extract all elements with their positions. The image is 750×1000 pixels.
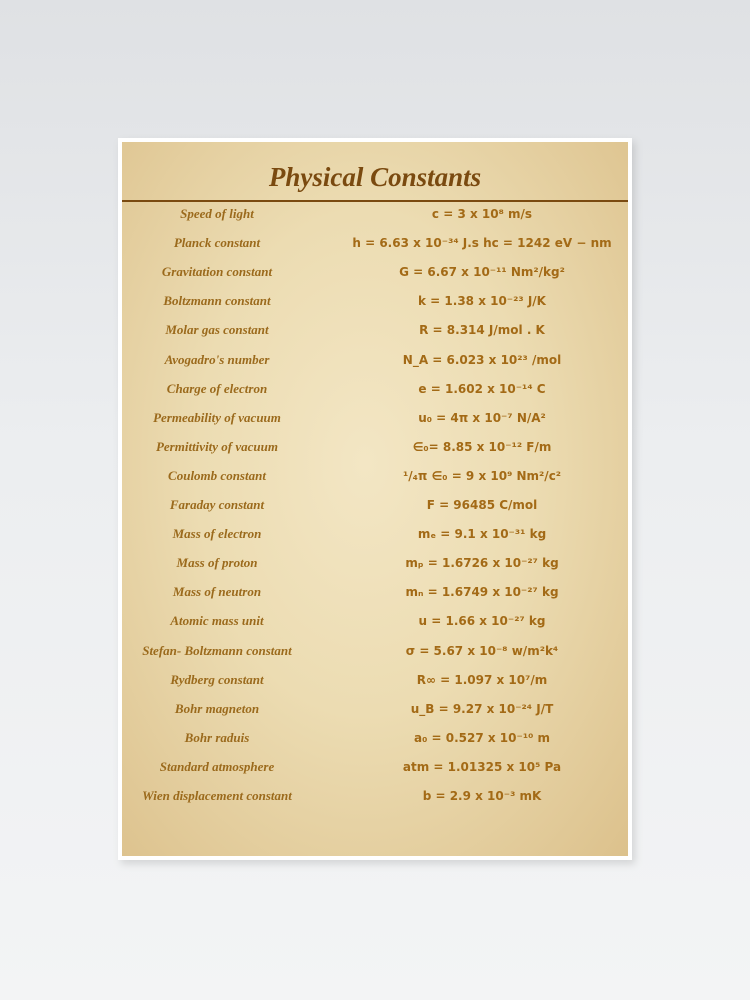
constant-value: mₑ = 9.1 x 10⁻³¹ kg [417, 527, 547, 542]
constant-value: e = 1.602 x 10⁻¹⁴ C [418, 381, 546, 396]
constant-name: Faraday constant [169, 497, 265, 512]
constant-value: b = 2.9 x 10⁻³ mK [422, 789, 542, 803]
constant-value: σ = 5.67 x 10⁻⁸ w/m²k⁴ [405, 643, 559, 658]
constant-value: u₀ = 4π x 10⁻⁷ N/A² [418, 410, 546, 425]
constant-row [122, 672, 628, 692]
constant-name: Coulomb constant [168, 467, 266, 483]
constant-value: ∈₀= 8.85 x 10⁻¹² F/m [412, 439, 552, 454]
constant-name: Mass of neutron [172, 584, 262, 600]
poster [118, 138, 632, 860]
constant-name: Bohr magneton [174, 700, 260, 716]
constant-value: G = 6.67 x 10⁻¹¹ Nm²/kg² [399, 265, 565, 280]
constant-value: F = 96485 C/mol [426, 498, 538, 512]
constant-value: c = 3 x 10⁸ m/s [431, 207, 533, 221]
constant-value: u = 1.66 x 10⁻²⁷ kg [418, 614, 546, 629]
constant-name: Mass of electron [172, 526, 262, 542]
constant-row [122, 584, 628, 604]
constant-row [122, 439, 628, 459]
constant-row [122, 293, 628, 313]
constant-name: Wien displacement constant [142, 788, 292, 803]
constant-row [122, 322, 628, 342]
constant-name: Mass of proton [176, 555, 258, 571]
constant-value: h = 6.63 x 10⁻³⁴ J.s hc = 1242 eV − nm [352, 236, 612, 251]
title-divider [122, 200, 628, 202]
constant-value: atm = 1.01325 x 10⁵ Pa [402, 759, 562, 774]
constant-name: Permeability of vacuum [153, 409, 281, 425]
constant-row [122, 352, 628, 372]
constant-name: Atomic mass unit [170, 613, 264, 629]
constant-value: ¹/₄π ∈₀ = 9 x 10⁹ Nm²/c² [402, 468, 562, 483]
constant-value: u_B = 9.27 x 10⁻²⁴ J/T [410, 701, 554, 716]
constant-row [122, 235, 628, 255]
constant-row [122, 381, 628, 401]
constant-name: Molar gas constant [165, 322, 269, 338]
constant-name: Permittivity of vacuum [155, 438, 279, 454]
constant-row [122, 526, 628, 546]
constant-value: mₙ = 1.6749 x 10⁻²⁷ kg [405, 585, 559, 600]
constant-row [122, 264, 628, 284]
constant-row [122, 613, 628, 633]
constant-row [122, 788, 628, 808]
constant-name: Avogadro's number [164, 351, 270, 367]
constant-name: Speed of light [180, 206, 254, 221]
constant-value: R∞ = 1.097 x 10⁷/m [416, 672, 548, 687]
constant-row [122, 730, 628, 750]
constant-name: Rydberg constant [170, 671, 264, 687]
constant-value: k = 1.38 x 10⁻²³ J/K [418, 294, 546, 309]
constant-row [122, 759, 628, 779]
constant-value: N_A = 6.023 x 10²³ /mol [402, 352, 562, 367]
constant-row [122, 555, 628, 575]
constant-row [122, 410, 628, 430]
constant-row [122, 643, 628, 663]
constant-name: Gravitation constant [161, 264, 273, 280]
constant-value: mₚ = 1.6726 x 10⁻²⁷ kg [405, 556, 559, 571]
constant-value: R = 8.314 J/mol . K [419, 323, 545, 338]
constant-row [122, 701, 628, 721]
constant-row [122, 206, 628, 226]
constant-name: Bohr raduis [184, 729, 250, 745]
constant-name: Charge of electron [166, 380, 268, 396]
constant-name: Standard atmosphere [159, 758, 275, 774]
constant-name: Planck constant [173, 235, 261, 251]
constant-name: Stefan- Boltzmann constant [142, 642, 292, 658]
constant-row [122, 468, 628, 488]
constant-value: a₀ = 0.527 x 10⁻¹⁰ m [413, 730, 551, 745]
parchment [122, 142, 628, 856]
poster-title: Physical Constants [268, 162, 482, 192]
constant-name: Boltzmann constant [163, 293, 271, 309]
constant-row [122, 497, 628, 517]
